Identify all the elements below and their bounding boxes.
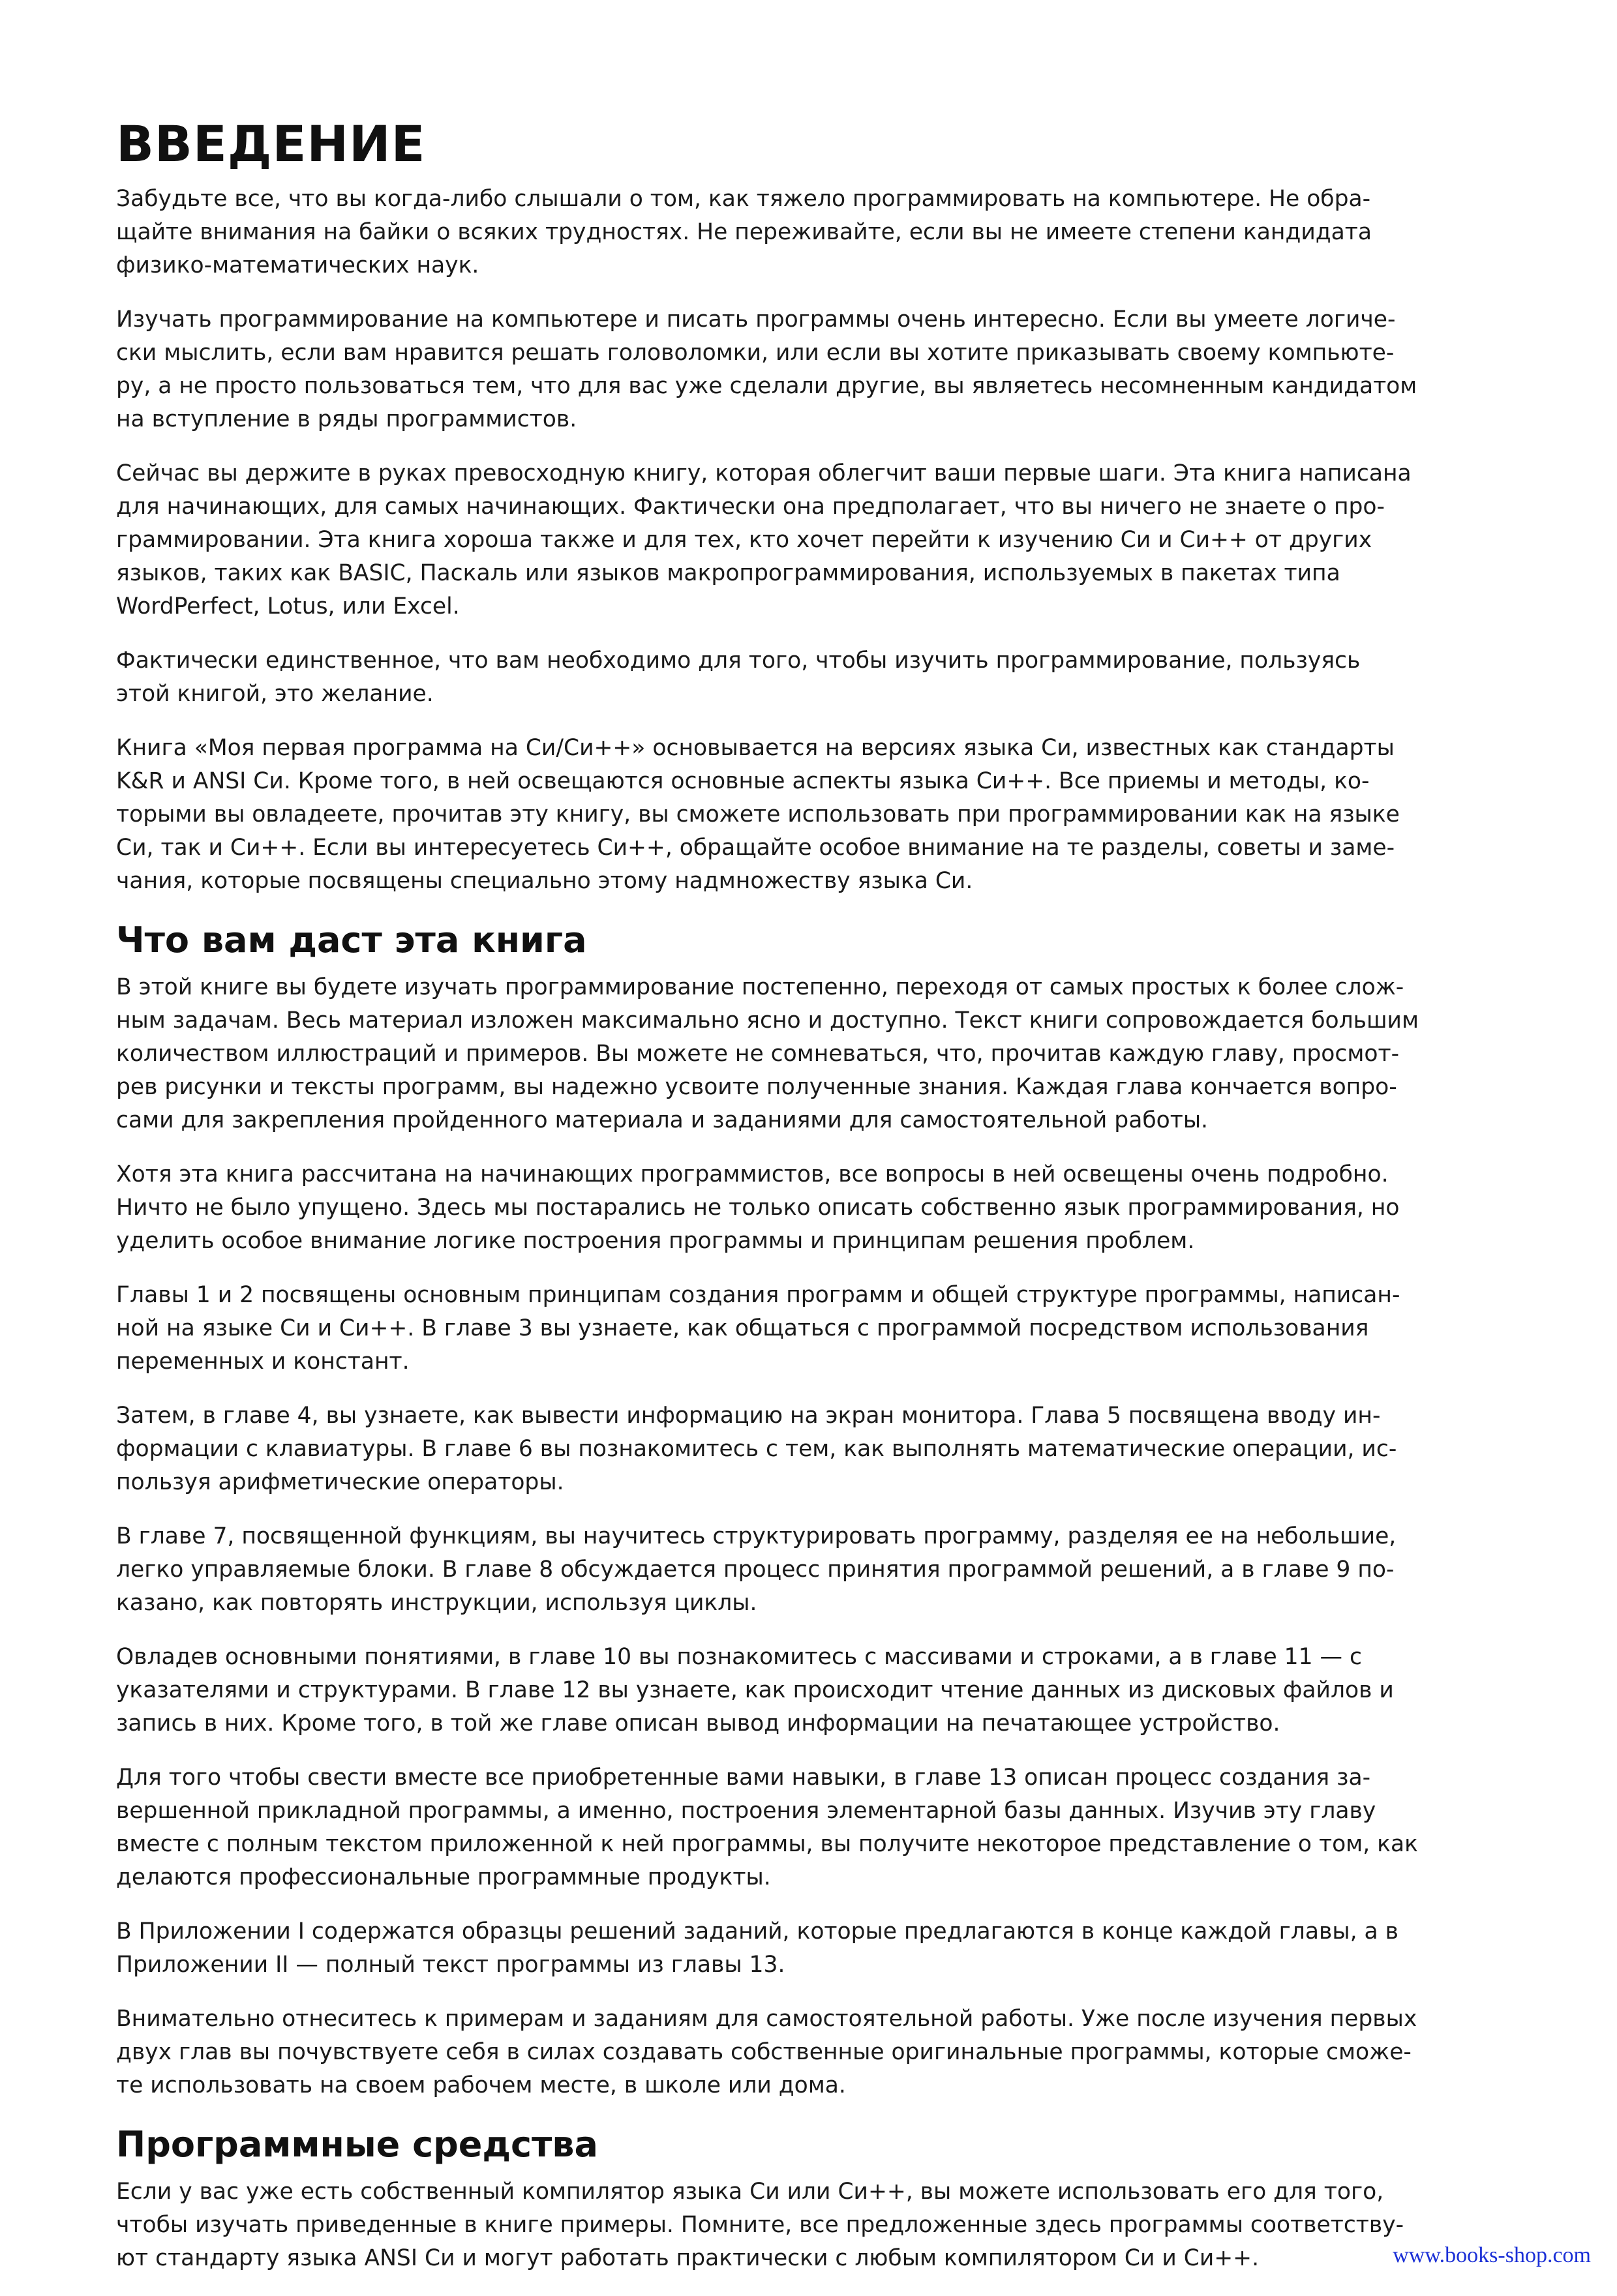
intro-paragraph: Забудьте все, что вы когда-либо слышали о том, как тяжело программировать на компьютере. Не обра- щайте внимания на байки о всяких трудностях. Не переживайте, если вы не имеете степени кандидата физико-математических наук.: [116, 186, 1372, 278]
intro-paragraph: Изучать программирование на компьютере и писать программы очень интересно. Если вы умеете логиче- ски мыслить, если вам нравится решать головоломки, или если вы хотите приказывать своему компьюте- ру, а не просто пользоваться тем, что для вас уже сделали другие, вы являетесь несомненным кандидатом на вступление в ряды программистов.: [116, 306, 1417, 432]
intro-paragraph: Сейчас вы держите в руках превосходную книгу, которая облегчит ваши первые шаги. Эта книга написана для начинающих, для самых начинающих. Фактически она предполагает, что вы ничего не знаете о про- граммировании. Эта книга хороша также и для тех, кто хочет перейти к изучению Си и Си++ от других языков, таких как BASIC, Паскаль или языков макропрограммирования, используемых в пакетах типа WordPerfect, Lotus, или Excel.: [116, 460, 1412, 619]
section-heading-what-book-gives: Что вам даст эта книга: [116, 919, 587, 961]
section1-paragraph: Овладев основными понятиями, в главе 10 вы познакомитесь с массивами и строками, а в главе 11 — с указателями и структурами. В главе 12 вы узнаете, как происходит чтение данных из дисковых файлов и запись в них. Кроме того, в той же главе описан вывод информации на печатающее устройство.: [116, 1644, 1394, 1737]
footer-website-link[interactable]: www.books-shop.com: [1393, 2243, 1591, 2267]
section1-paragraph: Для того чтобы свести вместе все приобретенные вами навыки, в главе 13 описан процесс создания за- вершенной прикладной программы, а именно, построения элементарной базы данных. Изучив эту главу вместе с полным текстом приложенной к ней программы, вы получите некоторое представление о том, как делаются профессиональные программные продукты.: [116, 1765, 1418, 1890]
intro-paragraph: Книга «Моя первая программа на Си/Си++» основывается на версиях языка Си, известных как стандарты K&R и ANSI Си. Кроме того, в ней освещаются основные аспекты языка Си++. Все приемы и методы, ко- торыми вы овладеете, прочитав эту книгу, вы сможете использовать при программировании как на языке Си, так и Си++. Если вы интересуетесь Си++, обращайте особое внимание на те разделы, советы и заме- чания, которые посвящены специально этому надмножеству языка Си.: [116, 735, 1400, 894]
section1-paragraph: Хотя эта книга рассчитана на начинающих программистов, все вопросы в ней освещены очень подробно. Ничто не было упущено. Здесь мы постарались не только описать собственно язык программирования, но уделить особое внимание логике построения программы и принципам решения проблем.: [116, 1161, 1400, 1254]
chapter-title: ВВЕДЕНИЕ: [116, 115, 426, 173]
document-page: [116, 115, 1509, 2296]
intro-paragraph: Фактически единственное, что вам необходимо для того, чтобы изучить программирование, пользуясь этой книгой, это желание.: [116, 648, 1361, 707]
section1-paragraph: В Приложении I содержатся образцы решений заданий, которые предлагаются в конце каждой главы, а в Приложении II — полный текст программы из главы 13.: [116, 1918, 1398, 1978]
section2-paragraph: Если у вас уже есть собственный компилятор языка Си или Си++, вы можете использовать его для того, чтобы изучать приведенные в книге примеры. Помните, все предложенные здесь программы соответству- ют стандарту языка ANSI Си и могут работать практически с любым компилятором Си и Си++.: [116, 2179, 1404, 2271]
section1-paragraph: В главе 7, посвященной функциям, вы научитесь структурировать программу, разделяя ее на небольшие, легко управляемые блоки. В главе 8 обсуждается процесс принятия программой решений, а в главе 9 по- казано, как повторять инструкции, используя циклы.: [116, 1523, 1397, 1616]
section1-paragraph: Внимательно отнеситесь к примерам и заданиям для самостоятельной работы. Уже после изучения первых двух глав вы почувствуете себя в силах создавать собственные оригинальные программы, которые сможе- те использовать на своем рабочем месте, в школе или дома.: [116, 2006, 1417, 2098]
section1-paragraph: Затем, в главе 4, вы узнаете, как вывести информацию на экран монитора. Глава 5 посвящена вводу ин- формации с клавиатуры. В главе 6 вы познакомитесь с тем, как выполнять математические операции, ис- пользуя арифметические операторы.: [116, 1403, 1397, 1495]
section-heading-software: Программные средства: [116, 2124, 598, 2165]
section1-paragraph: В этой книге вы будете изучать программирование постепенно, переходя от самых простых к более слож- ным задачам. Весь материал изложен максимально ясно и доступно. Текст книги сопровождается большим количеством иллюстраций и примеров. Вы можете не сомневаться, что, прочитав каждую главу, просмот- рев рисунки и тексты программ, вы надежно усвоите полученные знания. Каждая глава кончается вопро- сами для закрепления пройденного материала и заданиями для самостоятельной работы.: [116, 974, 1419, 1133]
section1-paragraph: Главы 1 и 2 посвящены основным принципам создания программ и общей структуре программы, написан- ной на языке Си и Си++. В главе 3 вы узнаете, как общаться с программой посредством использования переменных и констант.: [116, 1282, 1400, 1375]
